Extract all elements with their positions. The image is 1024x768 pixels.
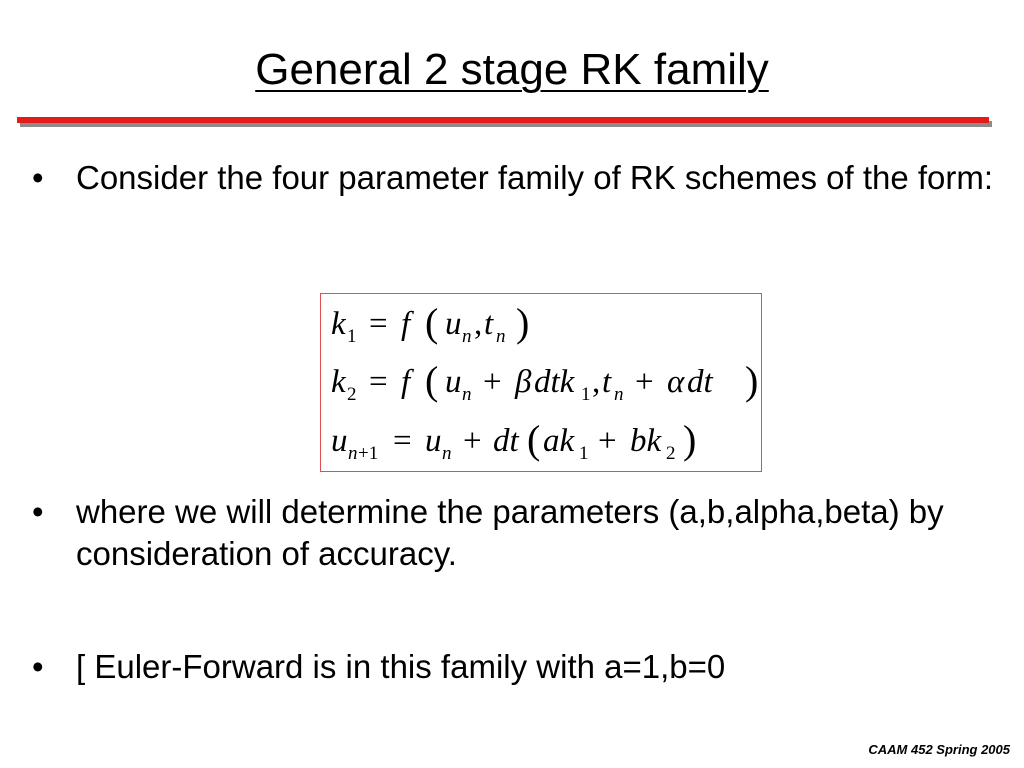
svg-text:dtk: dtk (534, 364, 575, 400)
bullet-icon: • (32, 493, 44, 530)
equation-1 (331, 300, 529, 347)
bullet-icon: • (32, 648, 44, 685)
svg-text:k: k (331, 306, 346, 342)
bullet-icon: • (32, 159, 44, 196)
svg-text:dt: dt (687, 364, 713, 400)
svg-text:bk: bk (630, 423, 662, 459)
svg-text:2: 2 (666, 443, 676, 464)
svg-text:(: ( (425, 300, 439, 345)
title-rule (17, 117, 989, 123)
svg-text:+: + (635, 364, 654, 400)
svg-text:u: u (445, 364, 462, 400)
svg-text:+: + (483, 364, 502, 400)
svg-text:f: f (401, 364, 411, 400)
bullet-text: Consider the four parameter family of RK schemes of the form: (76, 159, 994, 196)
svg-text:u: u (445, 306, 462, 342)
svg-text:f: f (401, 306, 411, 342)
svg-text:): ) (745, 358, 759, 403)
bullet-text: [ Euler-Forward is in this family with a=1,b=0 (76, 648, 726, 685)
svg-text:α: α (667, 364, 685, 400)
svg-text:n: n (614, 384, 624, 405)
svg-text:u: u (425, 423, 442, 459)
bullet-text: where we will determine the parameters (a,b,alpha,beta) by consideration of accuracy. (76, 493, 944, 572)
svg-text:): ) (683, 417, 697, 462)
slide-footer: CAAM 452 Spring 2005 (868, 742, 1010, 757)
svg-text:+: + (598, 423, 617, 459)
slide-title: General 2 stage RK family (255, 45, 769, 94)
equation-3 (331, 417, 696, 464)
svg-text:ak: ak (543, 423, 575, 459)
svg-text:(: ( (425, 358, 439, 403)
svg-text:(: ( (527, 417, 541, 462)
svg-text:1: 1 (579, 443, 589, 464)
equation-box (320, 293, 762, 472)
svg-text:u: u (331, 423, 348, 459)
equation-2 (331, 358, 758, 405)
svg-text:n: n (496, 326, 506, 347)
svg-text:n: n (462, 384, 472, 405)
svg-text:=: = (369, 364, 388, 400)
svg-text:t: t (602, 364, 612, 400)
svg-text:): ) (516, 300, 530, 345)
svg-text:t: t (484, 306, 494, 342)
svg-text:1: 1 (581, 384, 591, 405)
svg-text:n: n (462, 326, 472, 347)
svg-text:2: 2 (347, 384, 357, 405)
svg-text:,: , (474, 306, 483, 342)
svg-text:+1: +1 (358, 443, 379, 464)
svg-text:,: , (592, 364, 601, 400)
svg-text:n: n (442, 443, 452, 464)
svg-text:k: k (331, 364, 346, 400)
svg-text:β: β (515, 364, 532, 400)
bullet-item-1 (32, 157, 1007, 247)
svg-text:dt: dt (493, 423, 519, 459)
svg-text:=: = (369, 306, 388, 342)
svg-text:n: n (348, 443, 358, 464)
svg-text:=: = (393, 423, 412, 459)
equation-graphic (321, 294, 763, 473)
bullet-item-3 (32, 646, 1007, 691)
svg-text:+: + (463, 423, 482, 459)
svg-text:1: 1 (347, 326, 357, 347)
bullet-item-2 (32, 491, 1007, 581)
